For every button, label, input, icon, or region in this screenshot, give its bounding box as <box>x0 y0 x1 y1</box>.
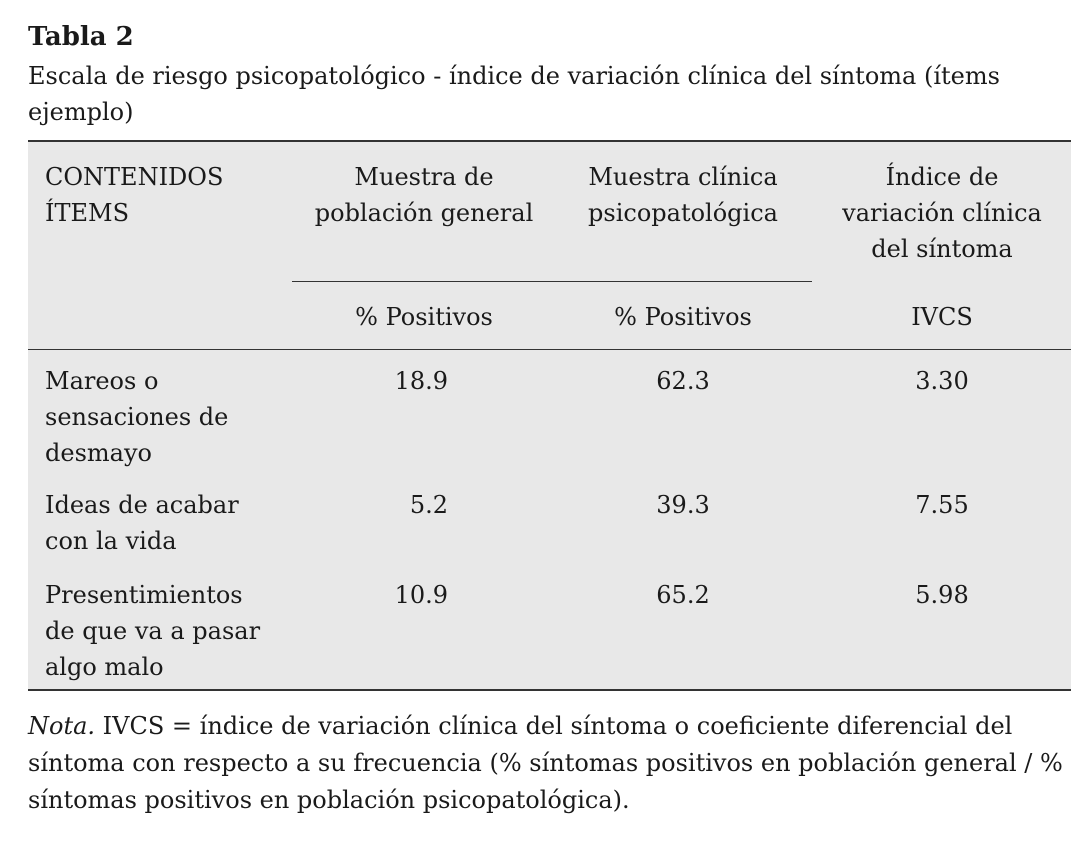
header-line: población general <box>314 199 534 227</box>
header-line: Índice de <box>885 163 999 191</box>
table-caption: Escala de riesgo psicopatológico - índice de variación clínica del síntoma (ítems ejemplo) <box>28 62 1000 126</box>
header-line: variación clínica <box>842 199 1042 227</box>
header-indice-variacion <box>820 159 1064 267</box>
item-line: Mareos o <box>45 367 159 395</box>
item-line: Presentimientos <box>45 581 243 609</box>
header-line: Muestra clínica <box>588 163 778 191</box>
data-table <box>28 140 1071 691</box>
header-muestra-clinica <box>558 159 808 231</box>
table-title: Tabla 2 <box>28 22 134 52</box>
table-cell-ivcs: 3.30 <box>915 367 969 395</box>
table-cell-ivcs: 5.98 <box>915 581 969 609</box>
item-line: desmayo <box>45 439 152 467</box>
header-line: del síntoma <box>871 235 1013 263</box>
note-text: IVCS = índice de variación clínica del síntoma o coeficiente diferencial del síntoma con respecto a su frecuencia (% síntomas positivos en población general / % síntomas positivos en población psicopatológica). <box>28 712 1063 814</box>
table-row-item <box>45 487 305 559</box>
table-cell-clinica: 62.3 <box>656 367 710 395</box>
header-line: Muestra de <box>354 163 494 191</box>
table-row-item <box>45 363 305 471</box>
header-line: CONTENIDOS <box>45 163 224 191</box>
subheader-rule <box>292 281 812 282</box>
header-line: ÍTEMS <box>45 199 130 227</box>
table-cell-ivcs: 7.55 <box>915 491 969 519</box>
header-poblacion-general <box>300 159 548 231</box>
item-line: sensaciones de <box>45 403 229 431</box>
table-cell-general: 18.9 <box>394 367 448 395</box>
table-cell-clinica: 65.2 <box>656 581 710 609</box>
note-label: Nota. <box>28 712 96 740</box>
header-separator <box>28 349 1071 350</box>
subheader-ivcs: IVCS <box>911 303 973 331</box>
table-cell-general: 5.2 <box>409 491 448 519</box>
subheader-general: % Positivos <box>355 303 493 331</box>
table-note <box>28 708 1068 819</box>
header-contenidos <box>45 159 305 231</box>
item-line: Ideas de acabar <box>45 491 239 519</box>
item-line: con la vida <box>45 527 177 555</box>
header-line: psicopatológica <box>588 199 778 227</box>
item-line: de que va a pasar <box>45 617 261 645</box>
subheader-clinica: % Positivos <box>614 303 752 331</box>
item-line: algo malo <box>45 653 164 681</box>
table-cell-general: 10.9 <box>394 581 448 609</box>
table-cell-clinica: 39.3 <box>656 491 710 519</box>
table-row-item <box>45 577 305 685</box>
